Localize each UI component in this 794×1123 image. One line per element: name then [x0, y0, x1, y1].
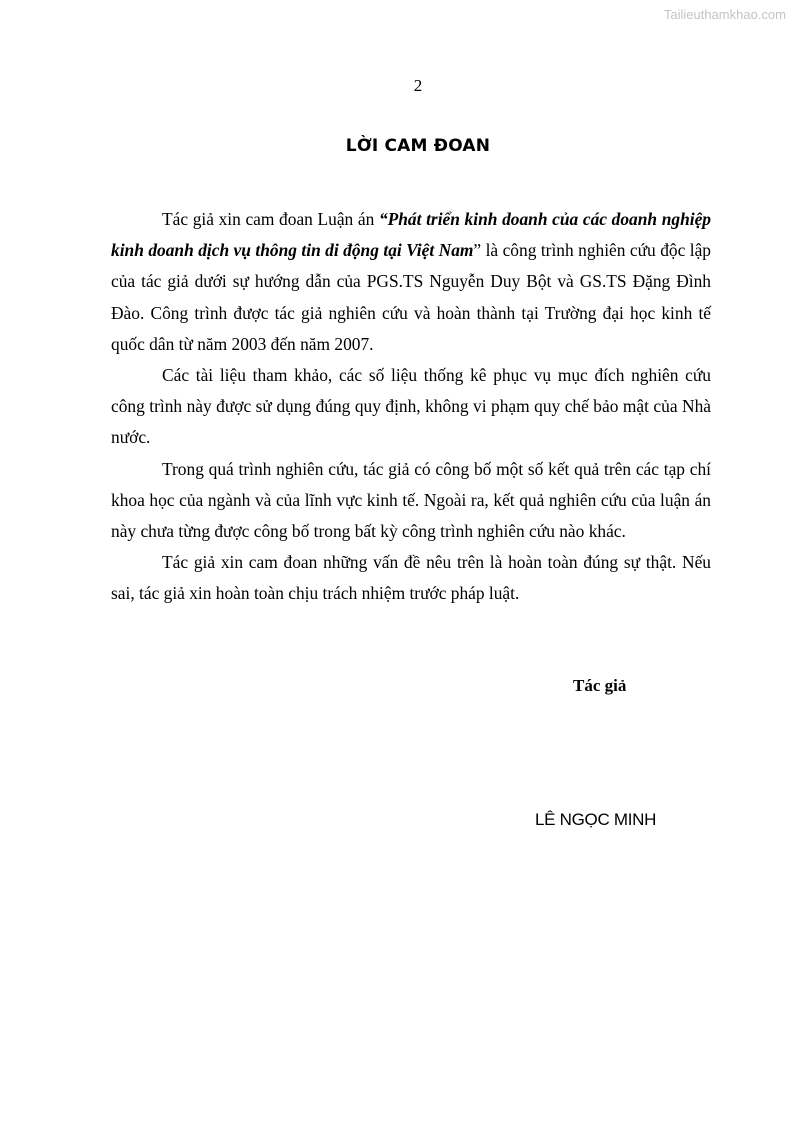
watermark: Tailieuthamkhao.com [663, 7, 786, 22]
thesis-title: “Phát triển kinh doanh của các doanh nghiệp kinh doanh dịch vụ thông tin di động tại Việt Nam [111, 209, 711, 261]
author-name: LÊ NGỌC MINH [535, 810, 657, 829]
paragraph-references: Các tài liệu tham khảo, các số liệu thống kê phục vụ mục đích nghiên cứu công trình này được sử dụng đúng quy định, không vi phạm quy chế bảo mật của Nhà nước. [111, 365, 711, 448]
paragraph-text: ” là công trình nghiên cứu độc lập của tác giả dưới sự hướng dẫn của PGS.TS Nguyễn Duy Bột và GS.TS Đặng Đình Đào. Công trình được tác giả nghiên cứu và hoàn thành tại Trường đại học kinh tế quốc dân từ năm 2003 đến năm 2007. [111, 240, 711, 354]
paragraph-publications: Trong quá trình nghiên cứu, tác giả có công bố một số kết quả trên các tạp chí khoa học của ngành và của lĩnh vực kinh tế. Ngoài ra, kết quả nghiên cứu của luận án này chưa từng được công bố trong bất kỳ công trình nghiên cứu nào khác. [111, 458, 711, 542]
paragraph-commitment: Tác giả xin cam đoan những vấn đề nêu trên là hoàn toàn đúng sự thật. Nếu sai, tác giả xin hoàn toàn chịu trách nhiệm trước pháp luật. [111, 552, 711, 604]
declaration-body [111, 204, 711, 610]
paragraph-text: Tác giả xin cam đoan Luận án [162, 209, 379, 229]
author-label: Tác giả [573, 676, 627, 695]
page-number: 2 [413, 76, 423, 95]
page-title: LỜI CAM ĐOAN [345, 136, 491, 156]
paragraph-thesis-statement [111, 204, 711, 360]
